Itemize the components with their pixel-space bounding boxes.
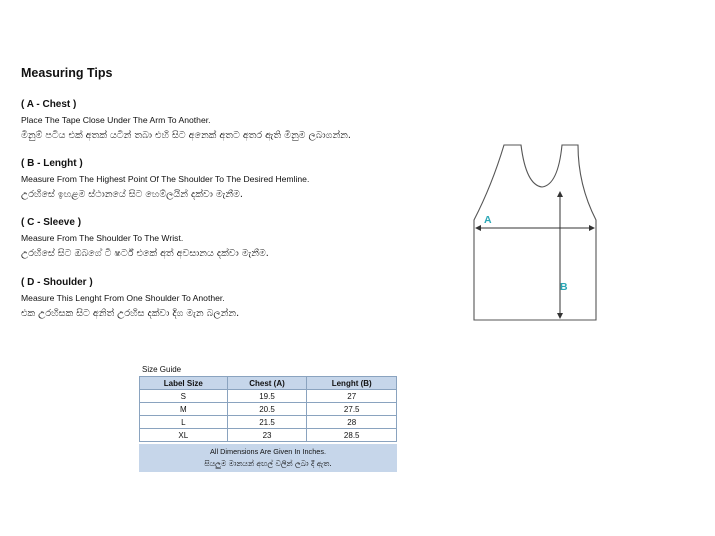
tip-chest — [21, 98, 351, 142]
length-cell: 28.5 — [307, 429, 397, 442]
chest-cell: 19.5 — [227, 390, 307, 403]
size-guide-label: Size Guide — [142, 365, 182, 374]
column-header: Chest (A) — [227, 377, 307, 390]
length-cell: 27.5 — [307, 403, 397, 416]
tip-english: Measure From The Highest Point Of The Shoulder To The Desired Hemline. — [21, 174, 310, 184]
tip-sinhala: මිනුම් පටිය එක් අතක් යටින් තබා එහි සිට අනෙක් අතට අතර ඇති මිනුම ලබාගන්න. — [21, 130, 351, 141]
column-header: Lenght (B) — [307, 377, 397, 390]
tip-heading: ( D - Shoulder ) — [21, 277, 93, 288]
marker-a: A — [484, 214, 492, 226]
length-cell: 27 — [307, 390, 397, 403]
column-header: Label Size — [140, 377, 228, 390]
chest-cell: 23 — [227, 429, 307, 442]
length-cell: 28 — [307, 416, 397, 429]
table-row — [140, 390, 397, 403]
tip-shoulder — [21, 276, 239, 320]
tip-heading: ( C - Sleeve ) — [21, 217, 82, 228]
tip-heading: ( B - Lenght ) — [21, 158, 83, 169]
size-cell: XL — [140, 429, 228, 442]
size-cell: S — [140, 390, 228, 403]
tip-english: Measure From The Shoulder To The Wrist. — [21, 233, 184, 243]
size-cell: L — [140, 416, 228, 429]
note-english: All Dimensions Are Given In Inches. — [210, 447, 326, 456]
tip-english: Measure This Lenght From One Shoulder To Another. — [21, 293, 225, 303]
table-row — [140, 416, 397, 429]
table-header-row — [140, 377, 397, 390]
tank-top-outline — [474, 145, 596, 320]
tip-english: Place The Tape Close Under The Arm To Another. — [21, 115, 211, 125]
size-cell: M — [140, 403, 228, 416]
size-guide-table — [139, 376, 397, 442]
tank-top-diagram — [470, 140, 610, 325]
tip-sleeve — [21, 216, 269, 260]
tip-sinhala: උරහිසේ සිට ඔබගේ ටී ෂර්ට් එකේ අත් අවසානය දක්වා මැනීම. — [21, 248, 269, 259]
tip-sinhala: එක උරහිසක සිට අනිත් උරහිස දක්වා දිග මැන බලන්න. — [21, 308, 240, 319]
table-row — [140, 429, 397, 442]
chest-cell: 21.5 — [227, 416, 307, 429]
table-row — [140, 403, 397, 416]
note-sinhala: සියලුම මානයන් අඟල් වලින් ලබා දී ඇත. — [204, 459, 332, 468]
chest-cell: 20.5 — [227, 403, 307, 416]
tip-heading: ( A - Chest ) — [21, 99, 77, 110]
page-title: Measuring Tips — [21, 66, 113, 80]
size-guide-note — [139, 444, 397, 472]
tip-length — [21, 157, 309, 201]
tip-sinhala: උරහිසේ ඉහළම ස්ථානයේ සිට හෙම්ලයින් දක්වා මැනීම. — [21, 189, 243, 200]
marker-b: B — [560, 281, 568, 293]
